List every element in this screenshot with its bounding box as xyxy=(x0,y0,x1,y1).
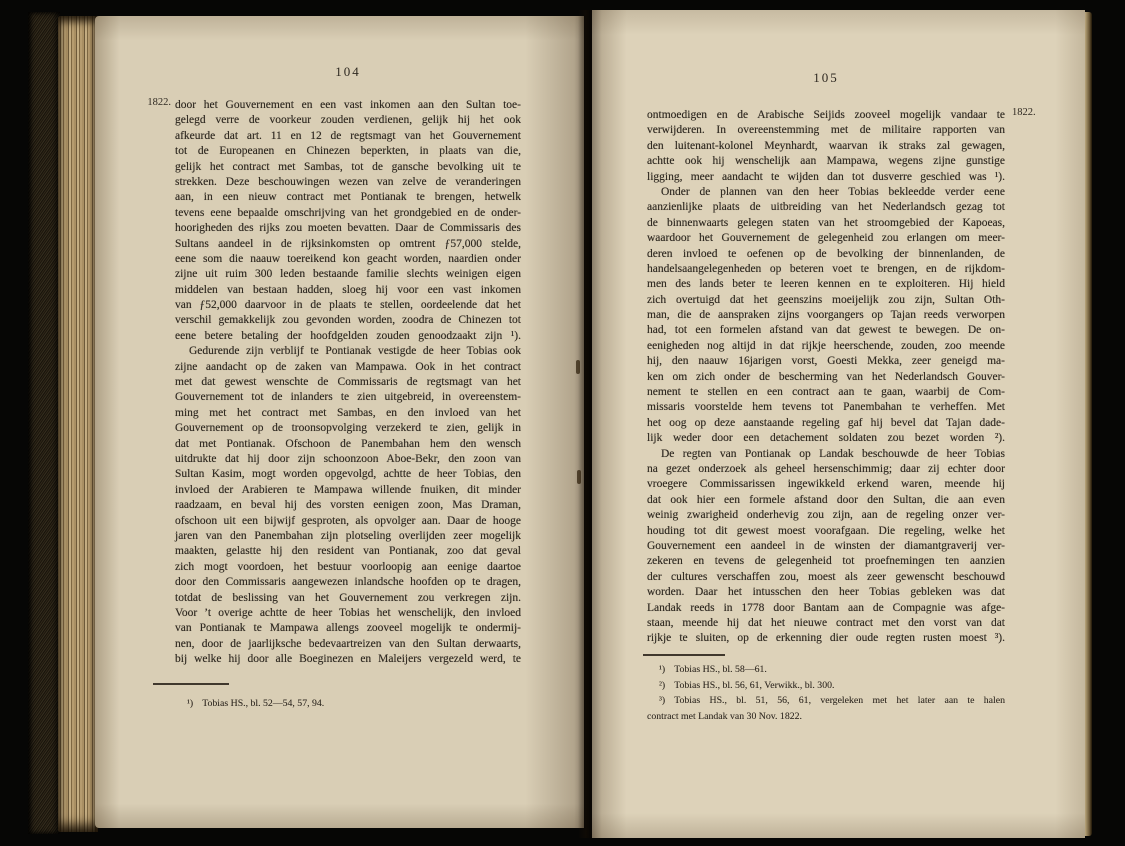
text-line: dat ook hier een formele afstand door den Sultan, die aan even xyxy=(647,493,1005,506)
text-line: rijkje te sluiten, op de erkenning dier oude regten rusten moest ³). xyxy=(647,632,1005,645)
right-page-text xyxy=(647,108,1005,647)
book-spine-cloth xyxy=(28,12,60,834)
text-line: ming met het contract met Sambas, en den invloed van het xyxy=(175,406,521,419)
left-page-number: 104 xyxy=(335,64,361,79)
text-line: zich overtuigd dat het geenszins moeijelijk zou zijn, Sultan Oth- xyxy=(647,293,1005,306)
text-line: aanzienlijke plaats de uitbreiding van het Nederlandsch gezag tot xyxy=(647,201,1005,214)
text-line: eene betere betaling der hoofdgelden zouden genoodzaakt zijn ¹). xyxy=(175,329,521,342)
left-footnote-rule xyxy=(153,683,229,685)
text-line: lijk weder door een detachement soldaten zou bezet worden ²). xyxy=(647,432,1005,445)
text-line: achtte ook hij wenschelijk aan Mampawa, wegens zijne gunstige xyxy=(647,155,1005,168)
left-page xyxy=(95,16,584,828)
text-line: ofschoon uit een bijwijf gesproten, als opvolger aan. Daar de hooge xyxy=(175,514,521,527)
text-line: staan, meende hij dat het nieuwe contract met den vorst van dat xyxy=(647,616,1005,629)
text-line: hij, den naauw 16jarigen vorst, Goesti Mekka, zeer geneigd ma- xyxy=(647,355,1005,368)
text-line: uitdrukte dat hij door zijn schoonzoon Aboe-Bekr, den zoon van xyxy=(175,452,521,465)
text-line: tevens eene bepaalde omschrijving van het grondgebied en de onder- xyxy=(175,206,521,219)
text-line: Gouvernement een aandeel in de winsten der diamantgraverij ver- xyxy=(647,539,1005,552)
text-line: afkeurde dat art. 11 en 12 de regtsmagt van het Gouvernement xyxy=(175,129,521,142)
text-line: maakten, gelastte hij den resident van Pontianak, zoo dat geval xyxy=(175,545,521,558)
text-line: vroegere Commissarissen ingewikkeld erkend waren, meende hij xyxy=(647,478,1005,491)
text-line: dat met Pontianak. Ofschoon de Panembahan hem den wensch xyxy=(175,437,521,450)
text-line: verwijderen. In overeenstemming met de militaire rapporten van xyxy=(647,124,1005,137)
text-line: na gezet onderzoek als geheel hersenschimmig; daar zij echter door xyxy=(647,462,1005,475)
right-footnote-rule xyxy=(643,654,725,656)
right-page-paper-edge xyxy=(1085,12,1092,836)
footnote-marker: ²) xyxy=(659,679,666,691)
right-page-number: 105 xyxy=(813,70,839,85)
left-page-footnotes xyxy=(175,696,521,712)
text-line: totdat de beslissing van het Gouvernement zou verkregen zijn. xyxy=(175,591,521,604)
text-line: De regten van Pontianak op Landak beschouwde de heer Tobias xyxy=(661,447,1005,460)
text-line: men des lands beter te leeren kennen en te exploiteren. Hij hield xyxy=(647,278,1005,291)
right-page xyxy=(592,10,1085,838)
right-page-footnotes xyxy=(647,662,1005,724)
text-line: ligging, meer aandacht te wijden dan tot dusverre geschied was ¹). xyxy=(647,170,1005,183)
text-line: eene som die naauw toereikend kon geacht worden, naardien onder xyxy=(175,252,521,265)
text-line: strekken. Deze beschouwingen wezen van zelve de veranderingen xyxy=(175,175,521,188)
footnote-line: ²) Tobias HS., bl. 56, 61, Verwikk., bl. 300. xyxy=(659,679,835,691)
text-line: missaris voorstelde hem tevens tot Panembahan te verheffen. Met xyxy=(647,401,1005,414)
right-margin-year: 1822. xyxy=(1012,107,1036,118)
text-line: met dat gewest wenschte de Commissaris de regtsmagt van het xyxy=(175,376,521,389)
text-line: Sultans aandeel in de rijksinkomsten op omtrent ƒ57,000 stelde, xyxy=(175,237,521,250)
text-line: waardoor het Gouvernement de gelegenheid zou erlangen om meer- xyxy=(647,232,1005,245)
footnote-line: ¹) Tobias HS., bl. 52—54, 57, 94. xyxy=(187,698,325,709)
text-line: handelsaangelegenheden op beteren voet te brengen, en de rijkdom- xyxy=(647,262,1005,275)
text-line: door den Commissaris aangewezen inlandsche hoofden op te dragen, xyxy=(175,576,521,589)
left-margin-year: 1822. xyxy=(147,97,171,108)
footnote-line: ³) Tobias HS., bl. 51, 56, 61, vergeleken met het later aan te halen xyxy=(659,695,1005,706)
text-line: eenigheden nog altijd in dat rijkje heerschende, zouden, zoo meende xyxy=(647,339,1005,352)
text-line: aan, in een nieuw contract met Pontianak te brengen, hetwelk xyxy=(175,191,521,204)
text-line: van Pontianak te Mampawa allengs zooveel mogelijk te ondermij- xyxy=(175,622,521,635)
text-line: zijne aandacht op de zaken van Mampawa. Ook in het contract xyxy=(175,360,521,373)
text-line: gelegd verre de voorkeur zouden verdienen, gelijk hij het ook xyxy=(175,114,521,127)
text-line: weinig zwarigheid onderhevig zou zijn, aan de regeling onzer ver- xyxy=(647,509,1005,522)
text-line: man, die de aanspraken zijns voorgangers op Tajan reeds verworpen xyxy=(647,309,1005,322)
text-line: nement te stellen en een contract aan te gaan, waarbij de Com- xyxy=(647,386,1005,399)
text-line: houding tot dit gewest moest voorafgaan. Die regeling, welke het xyxy=(647,524,1005,537)
text-line: Gedurende zijn verblijf te Pontianak vestigde de heer Tobias ook xyxy=(189,345,521,358)
text-line: middelen van bestaan hadden, sloeg hij voor een vast inkomen xyxy=(175,283,521,296)
text-line: zekeren en tevens de gelegenheid tot proefnemingen ten aanzien xyxy=(647,555,1005,568)
text-line: invloed der Arabieren te Mampawa willende fnuiken, dit minder xyxy=(175,483,521,496)
text-line: nen, door de jaarlijksche bedevaartreizen van den Sultan derwaarts, xyxy=(175,637,521,650)
page-edge-stack xyxy=(58,16,98,832)
text-line: Onder de plannen van den heer Tobias bekleedde verder eene xyxy=(661,185,1005,198)
footnote-line: contract met Landak van 30 Nov. 1822. xyxy=(647,710,802,722)
text-line: verschil gemakkelijk zou gevonden worden, zoodra de Chinezen tot xyxy=(175,314,521,327)
text-line: Gouvernement op de troonsopvolging verzekerd te zien, gelijk in xyxy=(175,422,521,435)
left-page-text xyxy=(175,98,521,667)
text-line: der cultures verschaffen zou, moest als zeer gewenscht beschouwd xyxy=(647,570,1005,583)
text-line: raadzaam, en beval hij des vorsten eenigen zoon, Mas Draman, xyxy=(175,499,521,512)
text-line: den luitenant-kolonel Meynhardt, waarvan ik straks zal gewagen, xyxy=(647,139,1005,152)
text-line: Gouvernement tot de inlanders te zien uitgebreid, in overeenstem- xyxy=(175,391,521,404)
text-line: jaren van den Panembahan zijn plotseling overlijden zeer mogelijk xyxy=(175,529,521,542)
text-line: ken om zich onder de bescherming van het Nederlandsch Gouver- xyxy=(647,370,1005,383)
footnote-marker: ¹) xyxy=(659,664,666,675)
text-line: hoorigheden des rijks zou moeten bevatten. Daar de Commissaris des xyxy=(175,222,521,235)
text-line: door het Gouvernement en een vast inkomen aan den Sultan toe- xyxy=(175,99,521,111)
text-line: gelijk het contract met Sambas, tot de gansche bevolking uit te xyxy=(175,160,521,173)
text-line: ontmoedigen en de Arabische Seijids zooveel mogelijk vandaar te xyxy=(647,109,1005,121)
text-line: tot de Europeanen en Chinezen beperkten, in plaats van die, xyxy=(175,145,521,158)
text-line: bij welke hij door alle Boeginezen en Maleijers vergezeld werd, te xyxy=(175,653,521,666)
text-line: Landak reeds in 1778 door Bantam aan de Compagnie was afge- xyxy=(647,601,1005,614)
footnote-marker: ¹) xyxy=(187,698,194,709)
footnote-marker: ³) xyxy=(659,695,666,706)
text-line: zijne uit ruim 300 leden bestaande familie slechts weinigen eigen xyxy=(175,268,521,281)
text-line: deren invloed te oefenen op de bevolking der binnenlanden, de xyxy=(647,247,1005,260)
binding-stitch xyxy=(576,360,580,374)
text-line: worden. Daar het intusschen den heer Tobias gebleken was dat xyxy=(647,586,1005,599)
binding-stitch xyxy=(577,470,581,484)
text-line: van ƒ52,000 daarvoor in de plaats te stellen, oordeelende dat het xyxy=(175,299,521,312)
text-line: zich mogt voordoen, het bestuur voorloopig aan eenige daartoe xyxy=(175,560,521,573)
footnote-line: ¹) Tobias HS., bl. 58—61. xyxy=(659,664,767,675)
text-line: Sultan Kasim, mogt worden opgevolgd, achtte de heer Tobias, den xyxy=(175,468,521,481)
text-line: Voor ’t overige achtte de heer Tobias het wenschelijk, den invloed xyxy=(175,606,521,619)
text-line: de binnenwaarts gelegen staten van het stroomgebied der Kapoeas, xyxy=(647,216,1005,229)
text-line: het oog op deze aanstaande regeling gaf hij bevel dat Tajan dade- xyxy=(647,416,1005,429)
text-line: had, tot een formelen afstand van dat gewest te bewegen. De on- xyxy=(647,324,1005,337)
